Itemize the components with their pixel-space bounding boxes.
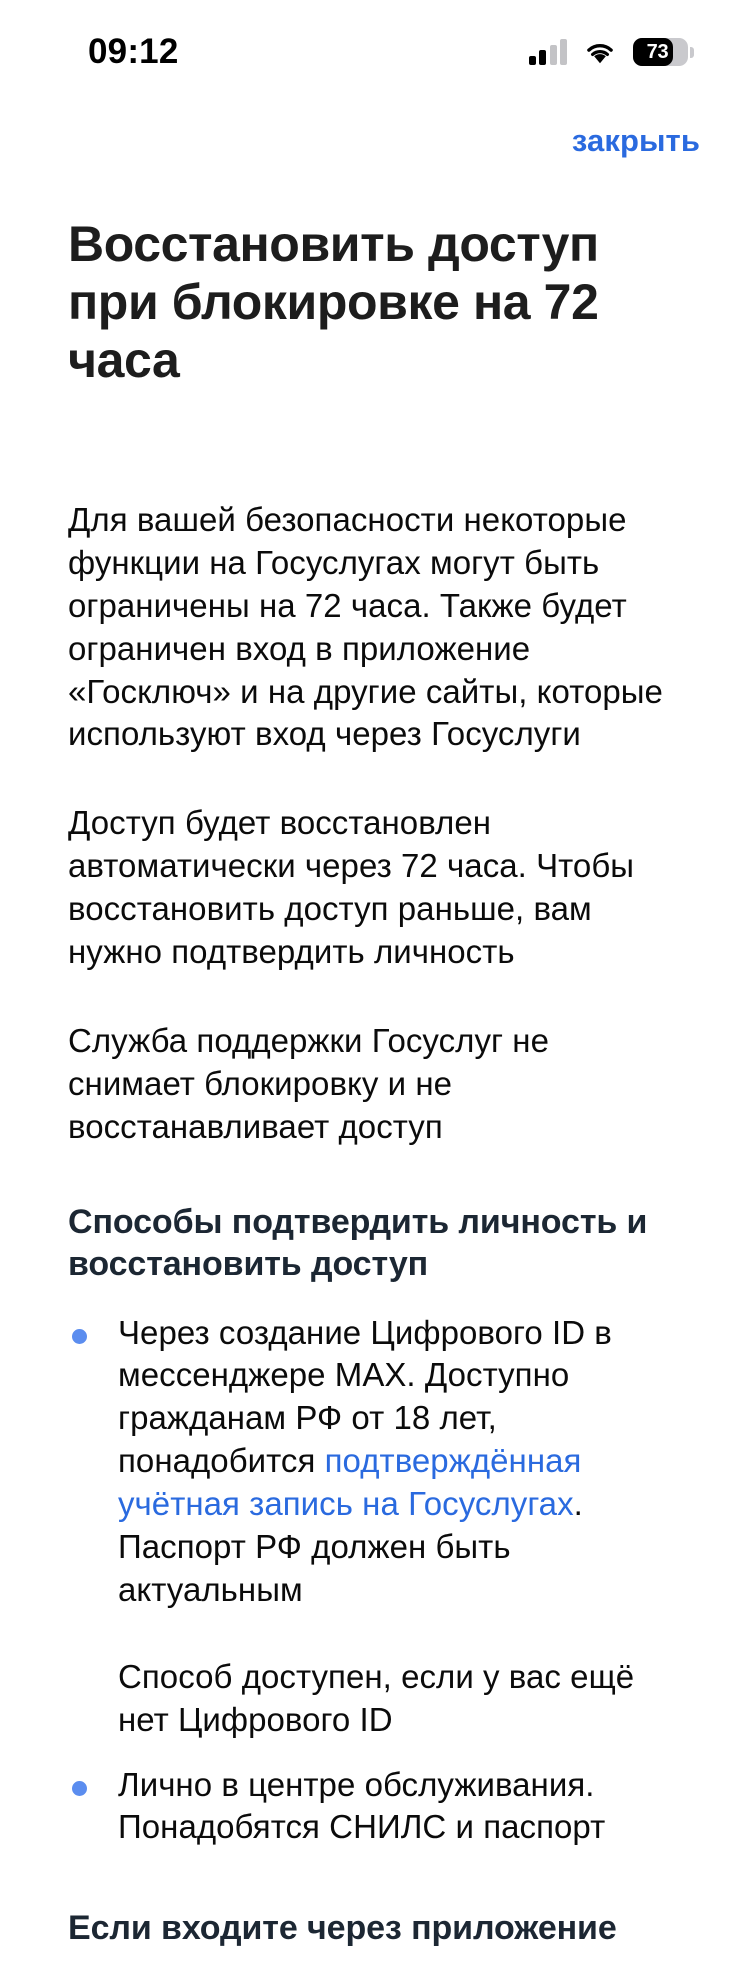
bullet-dot-icon — [72, 1329, 87, 1344]
paragraph-2: Доступ будет восстановлен автоматически через 72 часа. Чтобы восстановить доступ раньше, вам нужно подтвердить личность — [68, 804, 635, 971]
section-heading-app: Если входите через приложение — [68, 1909, 617, 1948]
list-item-text-lead: Через создание Цифрового ID в мессенджере MAX. Доступно гражданам РФ от 18 лет, понадобится — [118, 1313, 612, 1480]
close-button[interactable]: закрыть — [571, 123, 700, 158]
cellular-signal-icon — [529, 39, 568, 65]
list-item — [68, 1764, 700, 1850]
status-indicators — [529, 38, 689, 66]
article-content — [0, 215, 750, 1978]
bullet-dot-icon — [72, 1781, 87, 1796]
wifi-icon — [583, 39, 617, 65]
list-item-text-tail: . Паспорт РФ должен быть актуальным — [118, 1485, 583, 1608]
gosuslugi-account-link[interactable]: подтверждённая учётная запись на Госуслугах — [118, 1442, 582, 1523]
list-item-text — [118, 1312, 683, 1612]
list-item-text: Лично в центре обслуживания. Понадобятся СНИЛС и паспорт — [118, 1765, 606, 1846]
battery-level-label: 73 — [646, 40, 669, 63]
status-time: 09:12 — [88, 32, 179, 71]
section-heading-methods: Способы подтвердить личность и восстановить доступ — [68, 1202, 648, 1284]
list-item-note: Способ доступен, если у вас ещё нет Цифрового ID — [118, 1657, 635, 1738]
list-item — [68, 1312, 700, 1742]
methods-list — [68, 1312, 700, 1850]
battery-tip — [690, 47, 694, 58]
paragraph-3: Служба поддержки Госуслуг не снимает блокировку и не восстанавливает доступ — [68, 1021, 549, 1145]
page-title: Восстановить доступ при блокировке на 72 часа — [68, 216, 599, 388]
paragraph-1: Для вашей безопасности некоторые функции на Госуслугах могут быть ограничены на 72 часа. Также будет ограничен вход в приложение «Госключ» и на другие сайты, которые используют вход через Госуслуги — [68, 501, 663, 753]
battery-icon — [633, 38, 688, 66]
close-row — [572, 122, 700, 159]
status-bar — [0, 0, 750, 104]
